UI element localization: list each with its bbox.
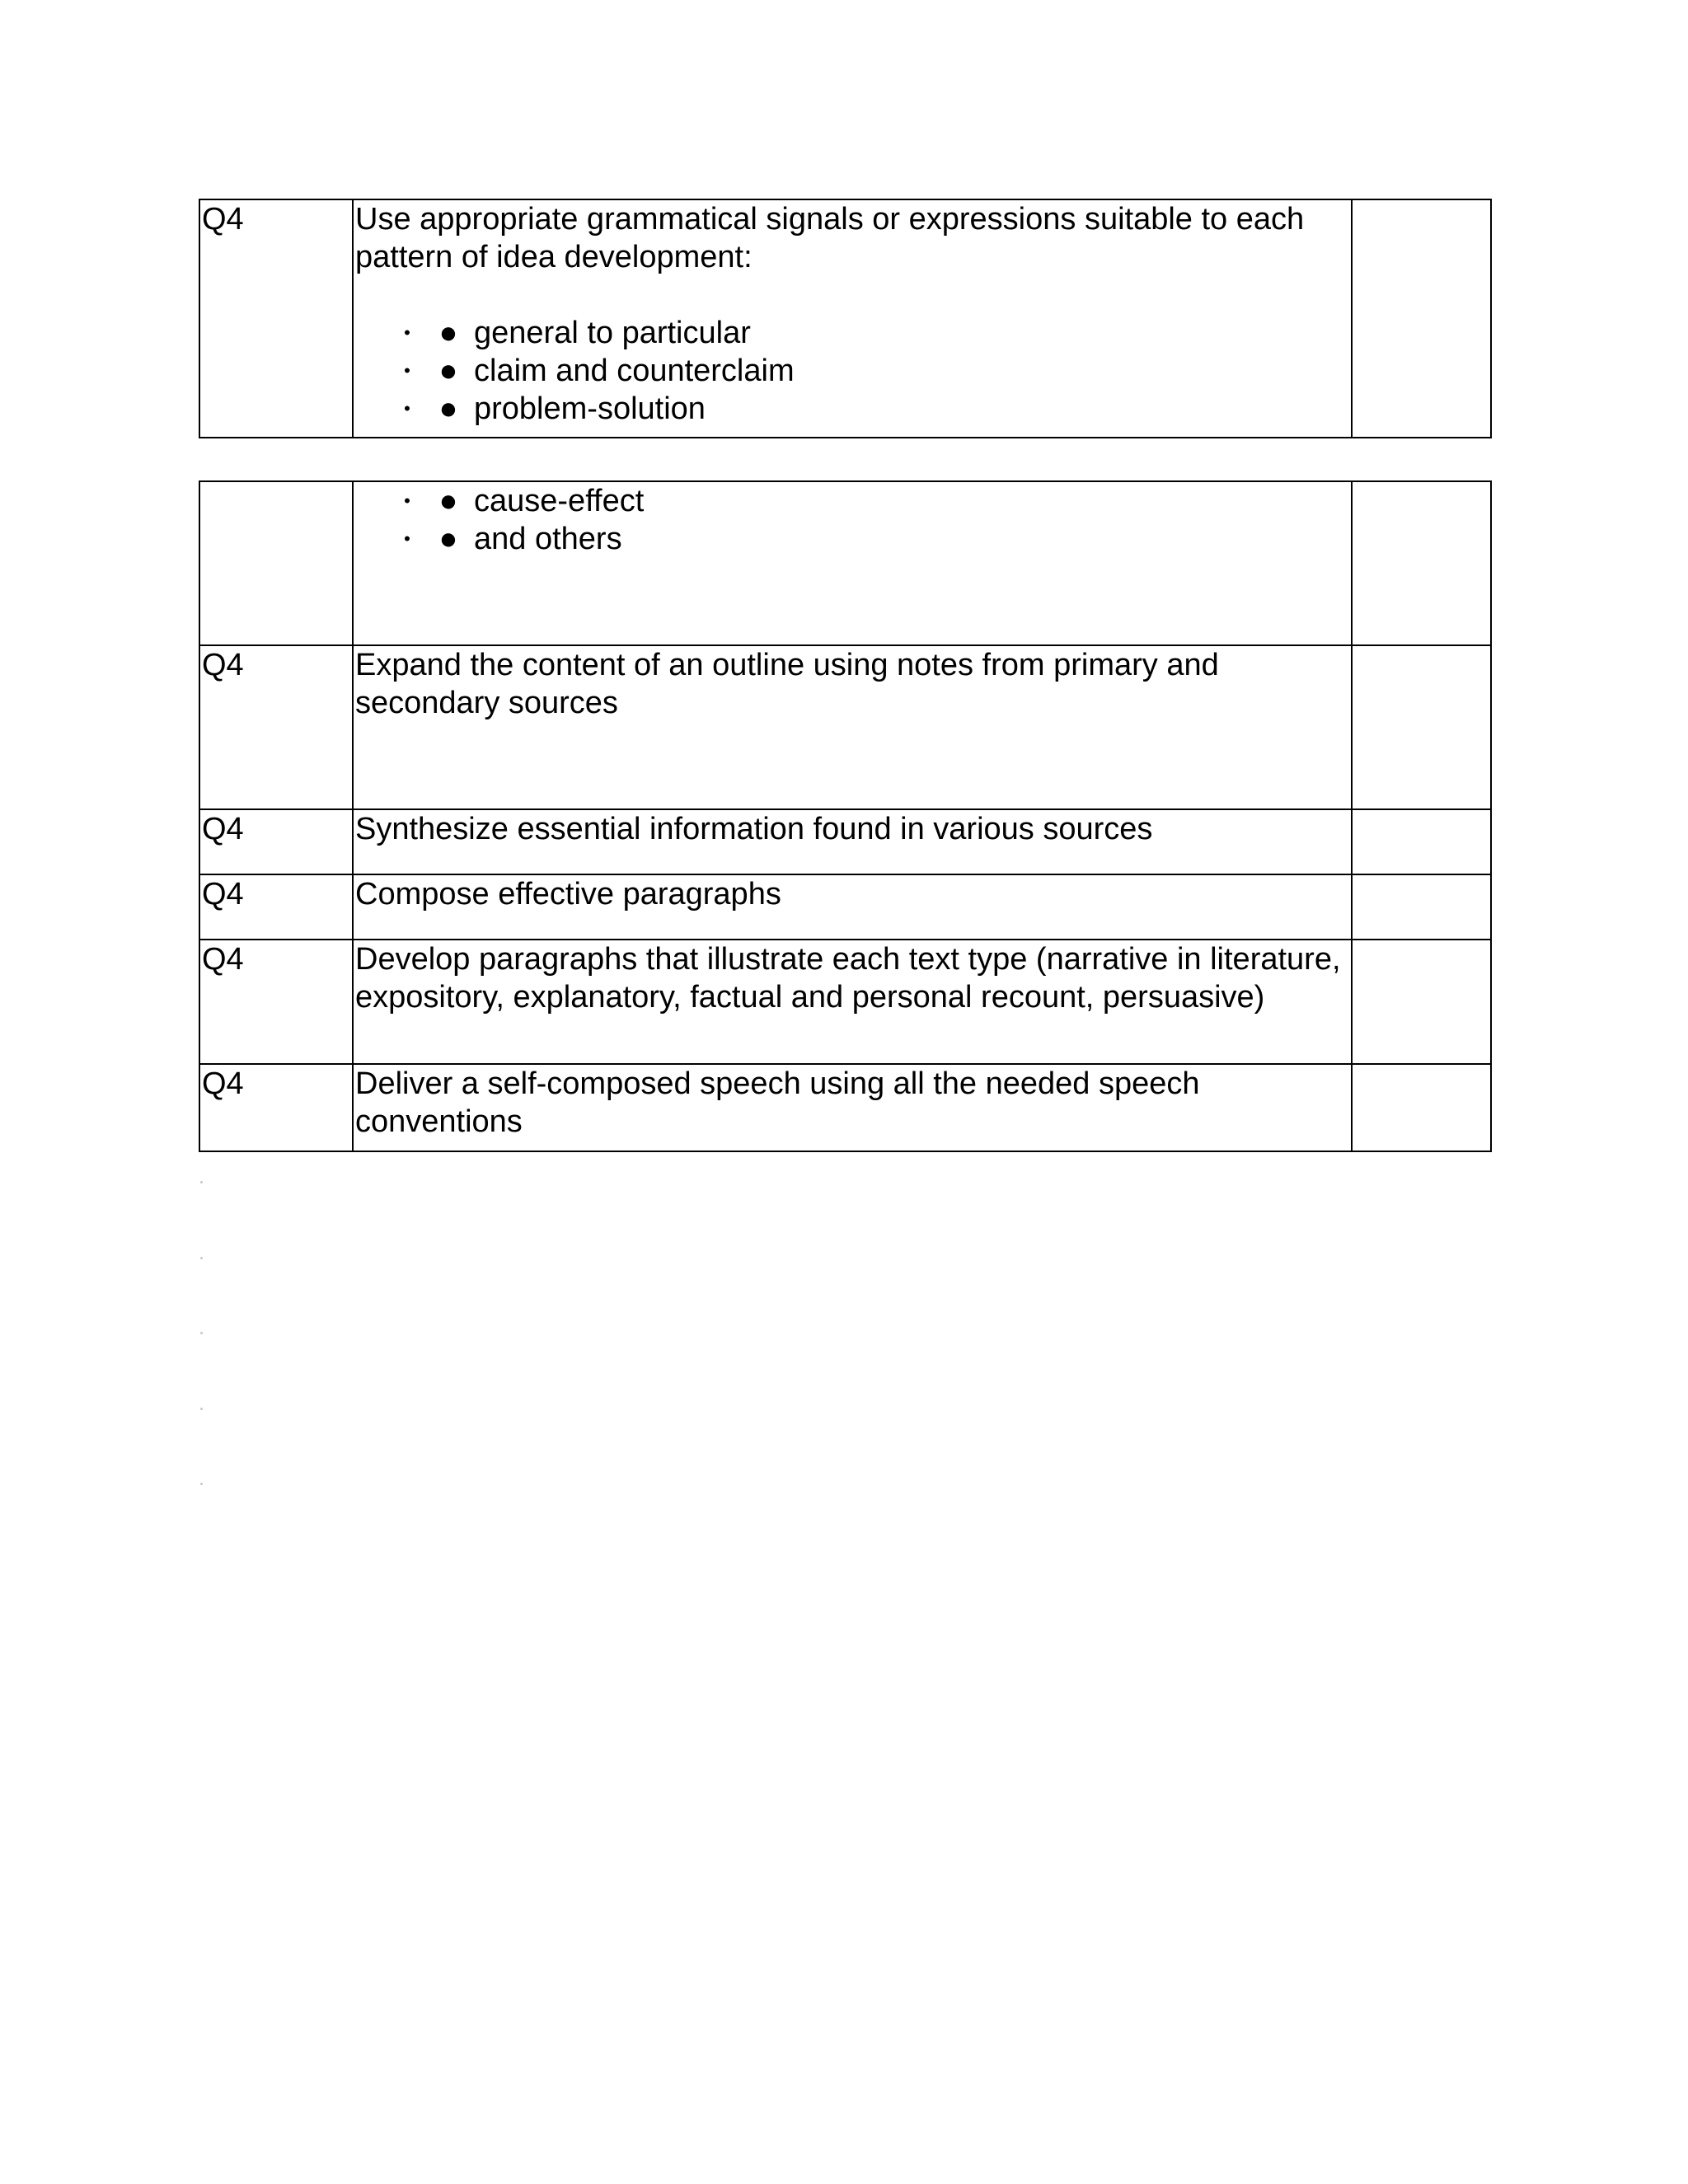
table-row [199,481,1491,645]
list-item [395,482,1349,520]
remarks-cell [1352,874,1491,940]
competency-cell: Synthesize essential information found in various sources [353,809,1352,874]
small-bullet-icon: • [404,360,410,381]
pattern-list-continued [355,482,1349,558]
list-item [395,520,1349,558]
empty-paragraph-mark [200,1408,203,1410]
small-bullet-icon: • [404,398,410,419]
remarks-cell [1352,199,1491,438]
empty-paragraph-mark [200,1483,203,1485]
list-item-label: and others [474,522,622,556]
quarter-cell: Q4 [199,645,353,809]
small-bullet-icon: • [404,322,410,343]
quarter-cell: Q4 [199,874,353,940]
small-bullet-icon: • [404,490,410,511]
bullet-icon: ● [438,484,458,518]
table-row [199,809,1491,874]
competency-text: Use appropriate grammatical signals or expressions suitable to each pattern of idea development: [355,202,1305,274]
competency-cell [353,199,1352,438]
competency-cell [353,481,1352,645]
bullet-icon: ● [438,391,458,426]
bullet-icon: ● [438,354,458,388]
quarter-cell: Q4 [199,199,353,438]
quarter-cell [199,481,353,645]
table-row [199,874,1491,940]
list-item [395,314,1349,352]
table-row [199,1064,1491,1151]
remarks-cell [1352,809,1491,874]
bullet-icon: ● [438,522,458,556]
quarter-cell: Q4 [199,1064,353,1151]
table-row [199,199,1491,438]
remarks-cell [1352,645,1491,809]
empty-paragraph-mark [200,1332,203,1334]
list-item [395,352,1349,390]
competency-cell: Compose effective paragraphs [353,874,1352,940]
table-row [199,940,1491,1064]
remarks-cell [1352,940,1491,1064]
competency-cell: Develop paragraphs that illustrate each text type (narrative in literature, expository, explanatory, factual and personal recount, persuasive) [353,940,1352,1064]
empty-paragraph-mark [200,1257,203,1259]
small-bullet-icon: • [404,528,410,549]
competency-table-bottom [199,480,1492,1152]
table-row [199,645,1491,809]
competency-cell: Expand the content of an outline using notes from primary and secondary sources [353,645,1352,809]
competency-table-top [199,199,1492,438]
list-item-label: cause-effect [474,484,645,518]
competency-cell: Deliver a self-composed speech using all the needed speech conventions [353,1064,1352,1151]
list-item-label: problem-solution [474,391,706,426]
quarter-cell: Q4 [199,940,353,1064]
list-item-label: general to particular [474,316,751,350]
bullet-icon: ● [438,316,458,350]
pattern-list [355,314,1349,428]
remarks-cell [1352,1064,1491,1151]
empty-paragraph-mark [200,1181,203,1183]
list-item [395,390,1349,428]
remarks-cell [1352,481,1491,645]
list-item-label: claim and counterclaim [474,354,795,388]
quarter-cell: Q4 [199,809,353,874]
